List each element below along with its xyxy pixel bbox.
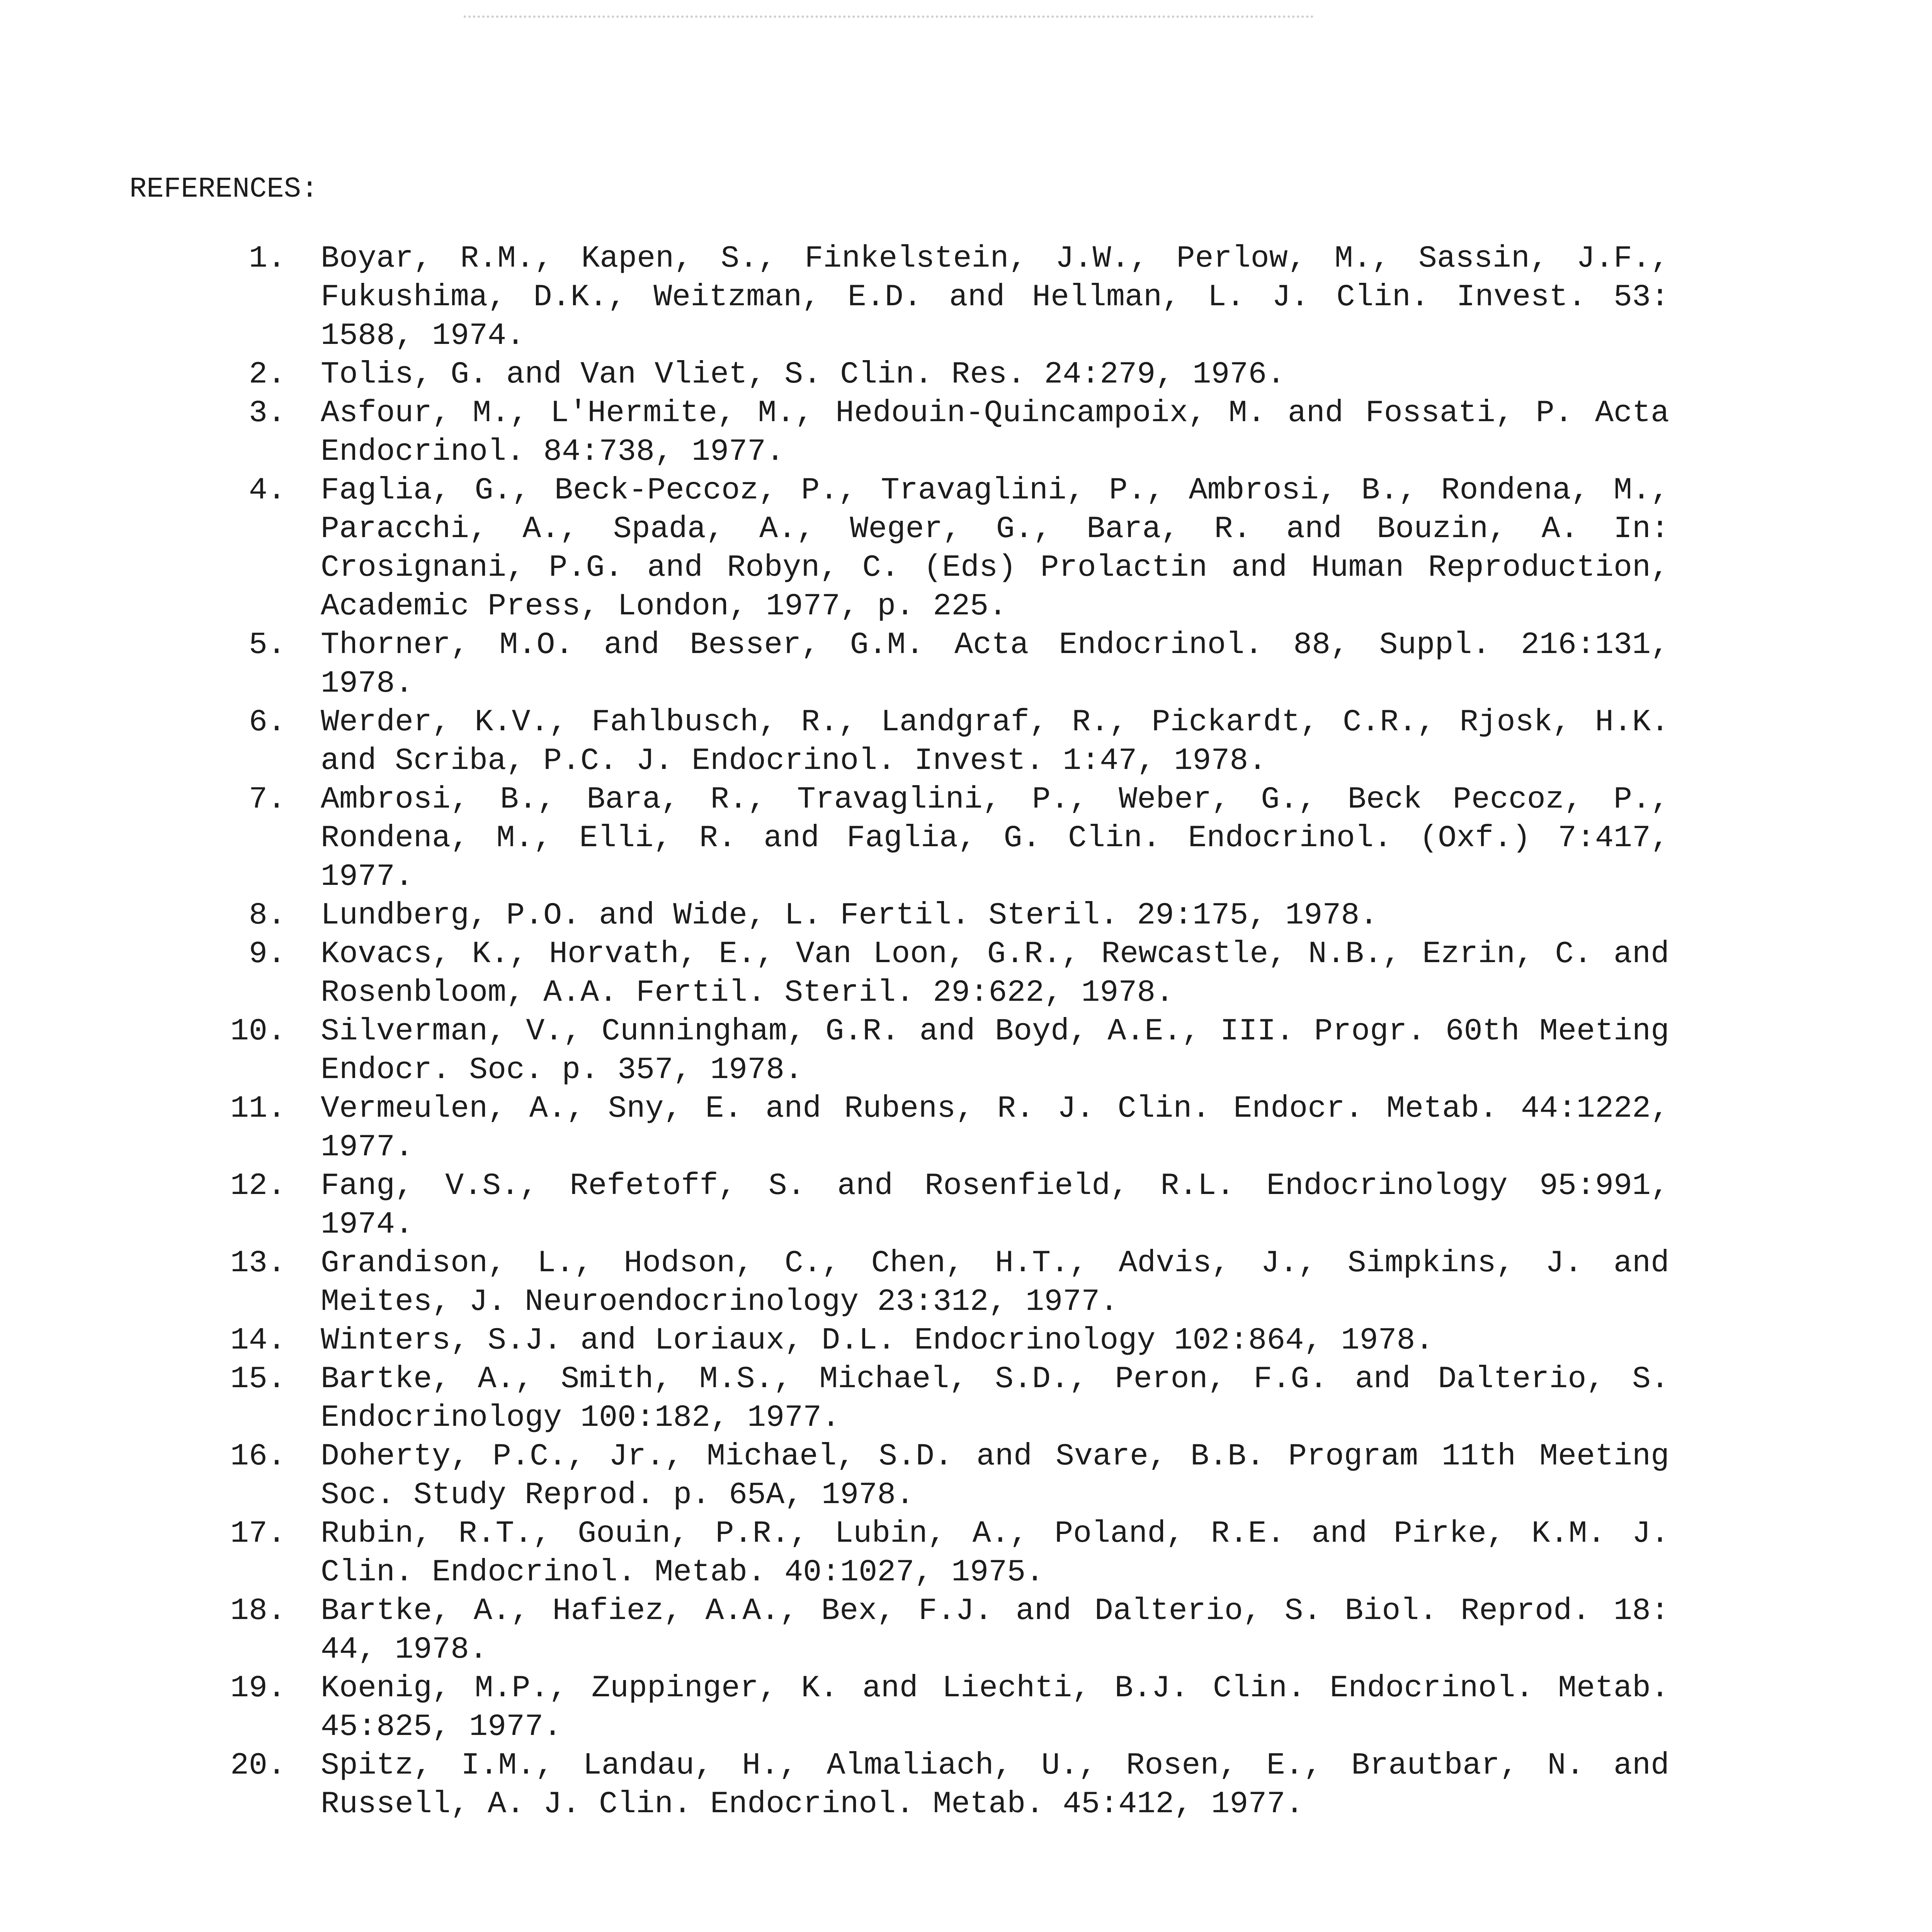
reference-number: 20. [230,1748,286,1783]
reference-item [209,1747,1669,1824]
reference-item [209,1515,1669,1592]
reference-item [209,355,1669,394]
reference-item [209,896,1669,935]
reference-text: Grandison, L., Hodson, C., Chen, H.T., Advis, J., Simpkins, J. and Meites, J. Neuroendocrinology 23:312, 1977. [321,1246,1669,1320]
reference-number: 4. [248,473,286,508]
reference-text: Tolis, G. and Van Vliet, S. Clin. Res. 24:279, 1976. [321,357,1286,392]
reference-text: Thorner, M.O. and Besser, G.M. Acta Endocrinol. 88, Suppl. 216:131, 1978. [321,628,1669,701]
reference-number: 5. [248,628,286,663]
reference-text: Kovacs, K., Horvath, E., Van Loon, G.R., Rewcastle, N.B., Ezrin, C. and Rosenbloom, A.A. Fertil. Steril. 29:622, 1978. [321,937,1669,1010]
reference-item [209,240,1669,355]
reference-item [209,1012,1669,1090]
reference-text: Ambrosi, B., Bara, R., Travaglini, P., Weber, G., Beck Peccoz, P., Rondena, M., Elli, R. and Faglia, G. Clin. Endocrinol. (Oxf.) 7:417, 1977. [321,782,1669,895]
reference-number: 13. [230,1246,286,1281]
reference-item [209,781,1669,896]
reference-item [209,626,1669,703]
reference-text: Winters, S.J. and Loriaux, D.L. Endocrinology 102:864, 1978. [321,1323,1434,1358]
reference-text: Bartke, A., Smith, M.S., Michael, S.D., Peron, F.G. and Dalterio, S. Endocrinology 100:182, 1977. [321,1362,1669,1435]
reference-number: 2. [248,357,286,392]
reference-number: 9. [248,937,286,972]
reference-item [209,1592,1669,1669]
reference-number: 1. [248,241,286,276]
reference-text: Werder, K.V., Fahlbusch, R., Landgraf, R., Pickardt, C.R., Rjosk, H.K. and Scriba, P.C. J. Endocrinol. Invest. 1:47, 1978. [321,705,1669,779]
reference-text: Lundberg, P.O. and Wide, L. Fertil. Steril. 29:175, 1978. [321,898,1378,933]
reference-number: 11. [230,1091,286,1126]
reference-item [209,1437,1669,1515]
reference-text: Rubin, R.T., Gouin, P.R., Lubin, A., Poland, R.E. and Pirke, K.M. J. Clin. Endocrinol. Metab. 40:1027, 1975. [321,1516,1669,1590]
reference-number: 18. [230,1594,286,1629]
reference-number: 12. [230,1168,286,1204]
reference-number: 15. [230,1362,286,1397]
reference-item [209,1669,1669,1747]
reference-number: 16. [230,1439,286,1474]
reference-number: 8. [248,898,286,933]
reference-item [209,1360,1669,1437]
reference-item [209,935,1669,1012]
reference-number: 10. [230,1014,286,1049]
reference-item [209,703,1669,781]
reference-text: Asfour, M., L'Hermite, M., Hedouin-Quincampoix, M. and Fossati, P. Acta Endocrinol. 84:738, 1977. [321,396,1669,469]
scan-smudge [464,15,1314,22]
reference-item [209,1167,1669,1244]
reference-number: 19. [230,1671,286,1706]
reference-item [209,1244,1669,1321]
reference-number: 3. [248,396,286,431]
reference-number: 14. [230,1323,286,1358]
reference-text: Koenig, M.P., Zuppinger, K. and Liechti, B.J. Clin. Endocrinol. Metab. 45:825, 1977. [321,1671,1669,1745]
reference-text: Vermeulen, A., Sny, E. and Rubens, R. J. Clin. Endocr. Metab. 44:1222, 1977. [321,1091,1669,1165]
reference-text: Faglia, G., Beck-Peccoz, P., Travaglini, P., Ambrosi, B., Rondena, M., Paracchi, A., Spada, A., Weger, G., Bara, R. and Bouzin, A. In: Crosignani, P.G. and Robyn, C. (Eds) Prolactin and Human Reproduction, Academic Press, London, 1977, p. 225. [321,473,1669,624]
reference-text: Silverman, V., Cunningham, G.R. and Boyd, A.E., III. Progr. 60th Meeting Endocr. Soc. p. 357, 1978. [321,1014,1669,1088]
reference-number: 6. [248,705,286,740]
reference-text: Spitz, I.M., Landau, H., Almaliach, U., Rosen, E., Brautbar, N. and Russell, A. J. Clin. Endocrinol. Metab. 45:412, 1977. [321,1748,1669,1822]
reference-item [209,394,1669,471]
reference-item [209,471,1669,626]
reference-text: Fang, V.S., Refetoff, S. and Rosenfield, R.L. Endocrinology 95:991, 1974. [321,1168,1669,1242]
reference-text: Doherty, P.C., Jr., Michael, S.D. and Svare, B.B. Program 11th Meeting Soc. Study Reprod. p. 65A, 1978. [321,1439,1669,1513]
reference-number: 17. [230,1516,286,1551]
reference-text: Bartke, A., Hafiez, A.A., Bex, F.J. and Dalterio, S. Biol. Reprod. 18: 44, 1978. [321,1594,1669,1667]
reference-item [209,1090,1669,1167]
reference-list [209,240,1669,1824]
reference-number: 7. [248,782,286,817]
references-heading: REFERENCES: [129,173,318,206]
reference-text: Boyar, R.M., Kapen, S., Finkelstein, J.W., Perlow, M., Sassin, J.F., Fukushima, D.K., Weitzman, E.D. and Hellman, L. J. Clin. Invest. 53: 1588, 1974. [321,241,1669,354]
reference-item [209,1321,1669,1360]
